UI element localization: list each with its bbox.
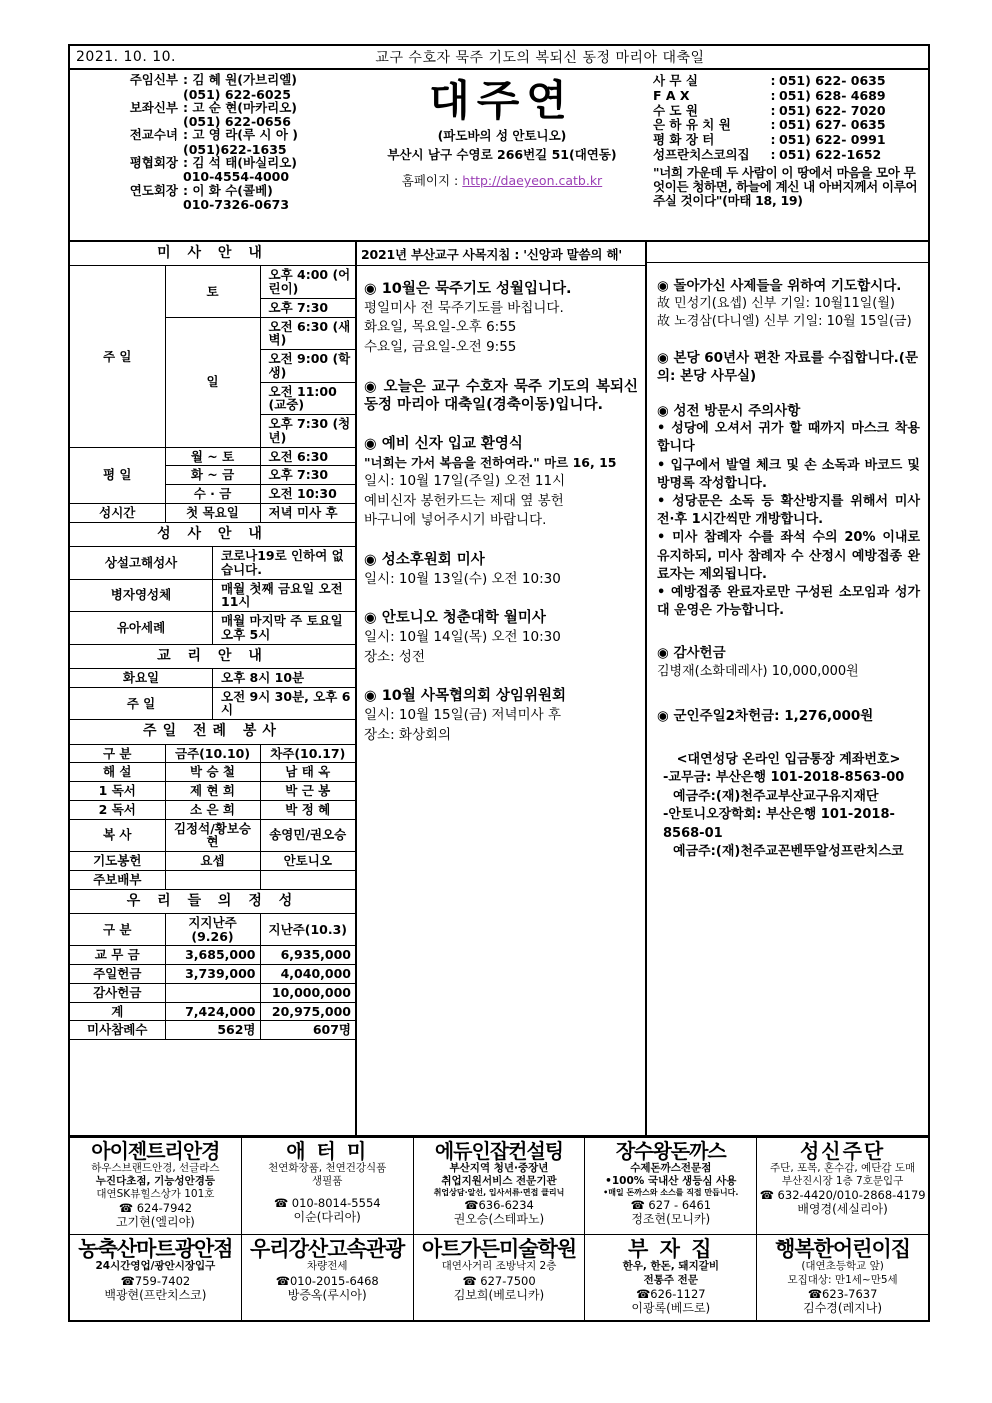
doctrine-label: 화요일 (70, 668, 213, 687)
phone-value: 051) 627- 0635 (779, 117, 886, 133)
saturday-label: 토 (165, 266, 260, 317)
mass-time: 오전 6:30 (새벽) (260, 317, 355, 350)
staff-label: 연도회장 (129, 182, 178, 198)
phone-value: 051) 622- 0991 (779, 132, 886, 147)
ad-detail: 대연SK뷰힐스상가 101호 (96, 1187, 215, 1200)
table-row (70, 1021, 355, 1040)
middle-column (357, 242, 647, 1135)
ad-contact-person: 고기현(엘리야) (115, 1215, 195, 1230)
table-row (70, 782, 355, 801)
ad-card[interactable] (414, 1235, 586, 1320)
mass-table-title: 미 사 안 내 (70, 242, 355, 266)
ad-detail: 누진다초점, 기능성안경등 (95, 1174, 215, 1187)
weekday-days: 수 · 금 (165, 485, 260, 504)
mass-time: 오전 10:30 (260, 485, 355, 504)
liturgy-this-week: 제 현 희 (165, 782, 260, 801)
staff-phone: (051) 622-6025 (183, 86, 291, 102)
notice-item (657, 707, 920, 725)
sunday-day-label: 일 (165, 317, 260, 447)
notice-heading: ◉ 돌아가신 사제들을 위하여 기도합시다. (657, 278, 902, 294)
ad-contact-person: 이순(다리아) (293, 1210, 361, 1225)
offering-prev2: 3,685,000 (165, 946, 260, 965)
offering-prev1: 20,975,000 (260, 1002, 355, 1021)
homepage-link[interactable]: http://daeyeon.catb.kr (462, 173, 603, 188)
homepage-line (357, 171, 647, 189)
notice-list-middle (357, 266, 645, 1135)
ad-detail: 천연화장품, 천연건강식품 (268, 1161, 387, 1174)
phone-row: 사 무 실 : 051) 622- 0635 (653, 73, 886, 88)
staff-phone: (051) 622-0656 (183, 114, 291, 130)
staff-row (70, 99, 355, 115)
ad-phone: ☎626-1127 (635, 1286, 706, 1301)
logo-char-mid: 주 (476, 76, 528, 125)
notice-item (657, 277, 920, 332)
notice-item (657, 349, 920, 385)
offering-prev1: 4,040,000 (260, 965, 355, 984)
notice-item (364, 435, 638, 531)
offering-label: 미사참례수 (70, 1021, 165, 1040)
phone-row: 평 화 장 터 : 051) 622- 0991 (653, 132, 886, 147)
phone-row: 수 도 원 : 051) 622- 7020 (653, 102, 886, 118)
notice-line: 일시: 10월 13일(수) 오전 10:30 (364, 570, 561, 587)
bank-line: 예금주:(재)천주교부산교구유지재단 (673, 788, 879, 804)
notice-line: 예비신자 봉헌카드는 제대 옆 봉헌 (364, 492, 564, 509)
ad-card[interactable] (70, 1138, 242, 1235)
ad-detail: (대연초등학교 앞) (801, 1260, 884, 1273)
phone-value: 051) 628- 4689 (779, 87, 886, 103)
ad-detail: 24시간영업/광안시장입구 (95, 1260, 216, 1273)
ad-business-name: 부 자 집 (628, 1237, 714, 1262)
staff-label: 전교수녀 (129, 127, 178, 143)
sacrament-value: 매월 첫째 금요일 오전 11시 (213, 579, 356, 612)
offering-label: 주일헌금 (70, 965, 165, 984)
liturgy-this-week: 박 승 철 (165, 763, 260, 782)
notice-line: 장소: 성전 (364, 648, 426, 665)
offering-col-header: 지지난주(9.26) (165, 913, 260, 946)
ad-phone: ☎623-7637 (807, 1286, 878, 1301)
notice-line: 故 노경삼(다니엘) 신부 기일: 10월 15일(금) (657, 314, 912, 330)
ad-business-name: 장수왕돈까스 (615, 1138, 726, 1163)
offering-label: 교 무 금 (70, 946, 165, 965)
mass-time: 오전 6:30 (260, 447, 355, 466)
ad-phone: ☎ 632-4420/010-2868-4179 (759, 1187, 926, 1202)
notice-heading: ◉ 예비 신자 입교 환영식 (364, 436, 523, 453)
ad-card[interactable] (242, 1235, 414, 1320)
sacrament-value: 매월 마지막 주 토요일 오후 5시 (213, 612, 356, 645)
holyhour-day: 첫 목요일 (165, 503, 260, 522)
notice-line: 일시: 10월 15일(금) 저녁미사 후 (364, 707, 562, 724)
phone-row: 성프란치스코의집 : 051) 622-1652 (653, 146, 882, 162)
phone-label: 수 도 원 (653, 102, 698, 118)
ad-detail: •100% 국내산 생등심 사용 (605, 1174, 737, 1187)
notice-quote: "너희는 가서 복음을 전하여라." 마르 16, 15 (364, 455, 617, 471)
mass-time: 오전 11:00 (교중) (260, 382, 355, 415)
ad-detail: 하우스브랜드안경, 선글라스 (91, 1161, 220, 1174)
phone-label: 성프란치스코의집 (653, 146, 750, 162)
liturgy-this-week: 소 은 희 (165, 800, 260, 819)
ad-phone: ☎ 627 - 6461 (630, 1197, 712, 1212)
notice-line: 수요일, 금요일-오전 9:55 (364, 338, 517, 355)
offering-col-header: 지난주(10.3) (260, 913, 355, 946)
ad-detail: 수제돈까스전문점 (630, 1161, 712, 1174)
sacrament-value: 코로나19로 인하여 없습니다. (213, 547, 356, 580)
slogan-spacer (647, 242, 928, 263)
notice-line: 김병재(소화데레사) 10,000,000원 (657, 663, 859, 679)
phone-list (647, 70, 928, 240)
liturgy-next-week: 박 근 봉 (260, 782, 355, 801)
doctrine-table (70, 645, 355, 721)
masthead (70, 70, 928, 242)
offering-prev1: 10,000,000 (260, 983, 355, 1002)
phone-label: 사 무 실 (653, 73, 698, 88)
ad-detail: 생필품 (311, 1174, 343, 1187)
weekday-days: 화 ~ 금 (165, 466, 260, 485)
ad-business-name: 성신주단 (799, 1138, 886, 1163)
offering-label: 계 (70, 1002, 165, 1021)
bank-line: -안토니오장학회: 부산은행 101-2018-8568-01 (663, 807, 895, 841)
table-row (70, 852, 355, 871)
liturgy-this-week (165, 870, 260, 889)
liturgy-col-header: 차주(10.17) (260, 744, 355, 763)
notice-line: 일시: 10월 17일(주일) 오전 11시 (364, 473, 566, 490)
notice-item (657, 644, 920, 680)
staff-contacts (70, 70, 357, 240)
bank-line: 예금주:(재)천주교꼰벤뚜알성프란치스코 (673, 844, 904, 860)
notice-bullet: • 예방접종 완료자로만 구성된 소모임과 성가대 운영은 가능합니다. (657, 584, 920, 619)
phone-label: 평 화 장 터 (653, 132, 715, 147)
ad-card[interactable] (585, 1138, 757, 1235)
liturgy-role: 2 독서 (70, 800, 165, 819)
parish-identity (357, 70, 647, 240)
sacrament-label: 상설고해성사 (70, 547, 213, 580)
ad-detail: 모집대상: 만1세~만5세 (787, 1273, 898, 1286)
mass-time: 오후 7:30 (청년) (260, 415, 355, 448)
notice-item (364, 609, 638, 667)
doctrine-value: 오후 8시 10분 (213, 668, 356, 687)
liturgy-col-header: 구 분 (70, 744, 165, 763)
offering-table-title: 우 리 들 의 정 성 (70, 890, 355, 914)
notice-item (657, 402, 920, 620)
ad-business-name: 아이젠트리안경 (91, 1138, 220, 1163)
notice-line: 화요일, 목요일-오후 6:55 (364, 319, 517, 336)
liturgy-this-week: 김정석/황보승현 (165, 819, 260, 852)
phone-value: 051) 622- 7020 (779, 102, 886, 118)
ad-card[interactable] (70, 1235, 242, 1320)
notice-heading: ◉ 10월은 묵주기도 성월입니다. (364, 281, 572, 297)
staff-label: 평협회장 (129, 154, 178, 170)
notice-heading: ◉ 본당 60년사 편찬 자료를 수집합니다.(문의: 본당 사무실) (657, 349, 918, 384)
ad-business-name: 우리강산고속관광 (250, 1237, 405, 1262)
table-row (70, 763, 355, 782)
ad-contact-person: 방증옥(루시아) (287, 1287, 367, 1302)
staff-name: : 이 화 수(콜베) (183, 182, 273, 198)
ad-card[interactable] (414, 1138, 586, 1235)
scripture-quote: "너희 가운데 두 사람이 이 땅에서 마음을 모아 무엇이든 청하면, 하늘에 계신 내 아버지께서 이루어 주실 것이다"(마태 18, 19) (653, 164, 918, 208)
table-row (70, 819, 355, 852)
bulletin-page (68, 44, 930, 1322)
weekday-label: 평 일 (70, 447, 165, 503)
offering-prev2: 562명 (165, 1021, 260, 1040)
sacrament-table-title: 성 사 안 내 (70, 523, 355, 547)
notice-bullet: • 입구에서 발열 체크 및 손 소독과 바코드 및 방명록 작성합니다. (657, 457, 920, 491)
ad-detail: 주단, 포목, 혼수감, 예단감 도매 (770, 1161, 916, 1174)
ad-contact-person: 정조현(모니카) (631, 1212, 711, 1227)
notice-list-right (647, 263, 928, 1135)
bank-title: <대연성당 온라인 입금통장 계좌번호> (676, 751, 901, 767)
ad-contact-person: 김수경(레지나) (803, 1301, 883, 1315)
sacrament-label: 병자영성체 (70, 579, 213, 612)
logo-char-left: 대 (429, 76, 478, 125)
mass-time: 오후 4:00 (어린이) (260, 266, 355, 299)
staff-row (70, 154, 355, 170)
table-row (70, 965, 355, 984)
offering-prev1: 607명 (260, 1021, 355, 1040)
doctrine-table-title: 교 리 안 내 (70, 645, 355, 669)
ad-business-name: 에듀인잡컨설팅 (434, 1138, 564, 1163)
phone-value: 051) 622- 0635 (779, 73, 886, 88)
liturgy-role: 1 독서 (70, 782, 165, 801)
notice-heading: ◉ 오늘은 교구 수호자 묵주 기도의 복되신 동정 마리아 대축일(경축이동)입니다. (364, 378, 638, 414)
notice-heading: ◉ 감사헌금 (657, 645, 726, 662)
doctrine-value: 오전 9시 30분, 오후 6시 (213, 687, 356, 720)
ad-detail-small: •매일 돈까스와 소스를 직접 만듭니다. (603, 1187, 739, 1197)
liturgy-role: 복 사 (70, 819, 165, 852)
parish-address: 부산시 남구 수영로 266번길 51(대연동) (387, 147, 617, 162)
mass-time: 오전 9:00 (학생) (260, 350, 355, 383)
notice-bullet: • 성당문은 소독 등 확산방지를 위해서 미사 전·후 1시간씩만 개방합니다. (657, 494, 920, 528)
notice-line: 故 민성기(요셉) 신부 기일: 10월11일(월) (657, 296, 895, 312)
staff-row (70, 74, 355, 87)
ad-row-2 (70, 1235, 928, 1320)
notice-heading: ◉ 성소후원회 미사 (364, 551, 485, 568)
ad-row-1 (70, 1138, 928, 1236)
homepage-label: 홈페이지 : (401, 173, 459, 188)
liturgy-next-week: 남 태 옥 (260, 763, 355, 782)
holyhour-label: 성시간 (70, 503, 165, 522)
ad-detail: 취업지원서비스 전문기관 (441, 1174, 557, 1187)
staff-phone: (051)622-1635 (183, 141, 287, 157)
mass-schedule-table (70, 242, 355, 523)
staff-phone: 010-7326-0673 (183, 197, 290, 212)
notice-item (364, 551, 638, 589)
ad-contact-person: 권오승(스테파노) (453, 1212, 545, 1227)
liturgy-table-title: 주일 전례 봉사 (70, 720, 355, 744)
table-row (70, 983, 355, 1002)
liturgy-role: 해 설 (70, 763, 165, 782)
staff-row (70, 129, 355, 142)
notice-line: 평일미사 전 묵주기도를 바칩니다. (364, 299, 564, 316)
date-bar (70, 46, 928, 70)
doctrine-label: 주 일 (70, 687, 213, 720)
table-row (70, 870, 355, 889)
notice-bullet: • 성당에 오셔서 귀가 할 때까지 마스크 착용합니다 (657, 421, 920, 455)
sacrament-label: 유아세례 (70, 612, 213, 645)
ad-detail: 전통주 전문 (643, 1273, 698, 1286)
liturgy-service-table (70, 720, 355, 889)
offering-prev2: 7,424,000 (165, 1002, 260, 1021)
staff-row (70, 182, 355, 198)
ad-detail: 부산진시장 1층 7호문입구 (781, 1174, 904, 1187)
holyhour-time: 저녁 미사 후 (260, 503, 355, 522)
staff-phone: 010-4554-4000 (183, 169, 290, 185)
sacrament-table (70, 523, 355, 645)
table-row (70, 800, 355, 819)
phone-row: F A X : 051) 628- 4689 (653, 87, 886, 103)
sunday-label: 주 일 (70, 266, 165, 447)
notice-heading: ◉ 안토니오 청춘대학 월미사 (364, 610, 546, 627)
liturgy-this-week: 요셉 (165, 852, 260, 871)
mass-time: 오후 7:30 (260, 298, 355, 317)
advertisement-section (70, 1137, 928, 1320)
ad-business-name: 농축산마트광안점 (78, 1237, 233, 1262)
staff-name: : 고 영 라(루 시 아 ) (183, 127, 298, 143)
ad-detail: 한우, 한돈, 돼지갈비 (622, 1260, 719, 1273)
liturgy-role: 주보배부 (70, 870, 165, 889)
ad-card[interactable] (757, 1235, 928, 1320)
notice-line: 장소: 화상회의 (364, 726, 452, 743)
offering-prev2 (165, 983, 260, 1002)
ad-detail: 대연사거리 조방낙지 2층 (441, 1260, 557, 1273)
liturgy-next-week (260, 870, 355, 889)
liturgy-role: 기도봉헌 (70, 852, 165, 871)
diocese-slogan: 2021년 부산교구 사목지침 : '신앙과 말씀의 해' (357, 242, 645, 266)
staff-name: : 김 석 태(바실리오) (183, 154, 298, 170)
notice-item (364, 378, 638, 416)
logo-char-right: 연 (526, 76, 575, 125)
notice-line: 일시: 10월 14일(목) 오전 10:30 (364, 629, 561, 646)
staff-name: : 김 혜 원(가브리엘) (183, 72, 298, 87)
bank-line: -교무금: 부산은행 101-2018-8563-00 (663, 770, 905, 786)
ad-business-name: 행복한어린이집 (775, 1237, 911, 1262)
ad-business-name: 아트가든미술학원 (421, 1237, 577, 1262)
staff-label: 주임신부 (129, 72, 178, 87)
liturgy-next-week: 박 정 혜 (260, 800, 355, 819)
notice-item (364, 280, 638, 358)
ad-detail-small: 취업상담·알선, 입사서류·면접 클리닉 (433, 1187, 565, 1197)
staff-label: 보좌신부 (129, 99, 178, 115)
table-row (70, 1002, 355, 1021)
offering-table (70, 890, 355, 1041)
ad-contact-person: 이광록(베드로) (631, 1301, 711, 1315)
table-row (70, 946, 355, 965)
ad-business-name: 애 터 미 (286, 1138, 369, 1163)
content-columns (70, 242, 928, 1137)
ad-phone: ☎759-7402 (120, 1273, 191, 1288)
notice-bullet: • 미사 참례자 수를 좌석 수의 20% 이내로 유지하되, 미사 참례자 수 산정시 예방접종 완료자는 제외됩니다. (657, 530, 920, 582)
staff-name: : 고 순 현(마카리오) (183, 99, 298, 115)
phone-value: 051) 622-1652 (779, 146, 882, 162)
ad-contact-person: 백광현(프란치스코) (104, 1287, 207, 1302)
offering-col-header: 구 분 (70, 913, 165, 946)
liturgy-next-week: 송영민/권오승 (260, 819, 355, 852)
offering-label: 감사헌금 (70, 983, 165, 1002)
bank-account-block (657, 751, 920, 862)
parish-logo (357, 76, 647, 125)
phone-label: F A X (653, 87, 690, 103)
ad-phone: ☎ 627-7500 (462, 1273, 536, 1288)
mass-time: 오후 7:30 (260, 466, 355, 485)
ad-card[interactable] (757, 1138, 928, 1235)
ad-card[interactable] (585, 1235, 757, 1320)
offering-prev2: 3,739,000 (165, 965, 260, 984)
ad-phone: ☎ 624-7942 (118, 1200, 193, 1215)
notice-item (364, 687, 638, 745)
patron-saint: (파도바의 성 안토니오) (437, 128, 567, 143)
ad-detail: 부산지역 청년·중장년 (449, 1161, 549, 1174)
phone-label: 은 하 유 치 원 (653, 117, 731, 133)
ad-contact-person: 배영경(세실리아) (797, 1202, 888, 1217)
liturgy-col-header: 금주(10.10) (165, 744, 260, 763)
notice-heading: ◉ 군인주일2차헌금: 1,276,000원 (657, 707, 874, 724)
left-column (70, 242, 357, 1135)
notice-heading: ◉ 10월 사목협의회 상임위원회 (364, 688, 567, 705)
issue-date: 2021. 10. 10. (76, 49, 177, 65)
ad-detail: 차량전세 (306, 1260, 348, 1273)
ad-phone: ☎636-6234 (464, 1197, 534, 1212)
ad-contact-person: 김보희(베로니카) (453, 1287, 545, 1302)
feast-title: 교구 수호자 묵주 기도의 복되신 동정 마리아 대축일 (375, 50, 705, 66)
ad-phone: ☎ 010-8014-5554 (273, 1195, 381, 1210)
phone-row: 은 하 유 치 원 : 051) 627- 0635 (653, 117, 886, 133)
offering-prev1: 6,935,000 (260, 946, 355, 965)
right-column (647, 242, 928, 1135)
weekday-days: 월 ~ 토 (165, 447, 260, 466)
liturgy-next-week: 안토니오 (260, 852, 355, 871)
notice-heading: ◉ 성전 방문시 주의사항 (657, 403, 801, 420)
ad-phone: ☎010-2015-6468 (275, 1273, 379, 1288)
ad-card[interactable] (242, 1138, 414, 1235)
notice-line: 바구니에 넣어주시기 바랍니다. (364, 512, 547, 529)
